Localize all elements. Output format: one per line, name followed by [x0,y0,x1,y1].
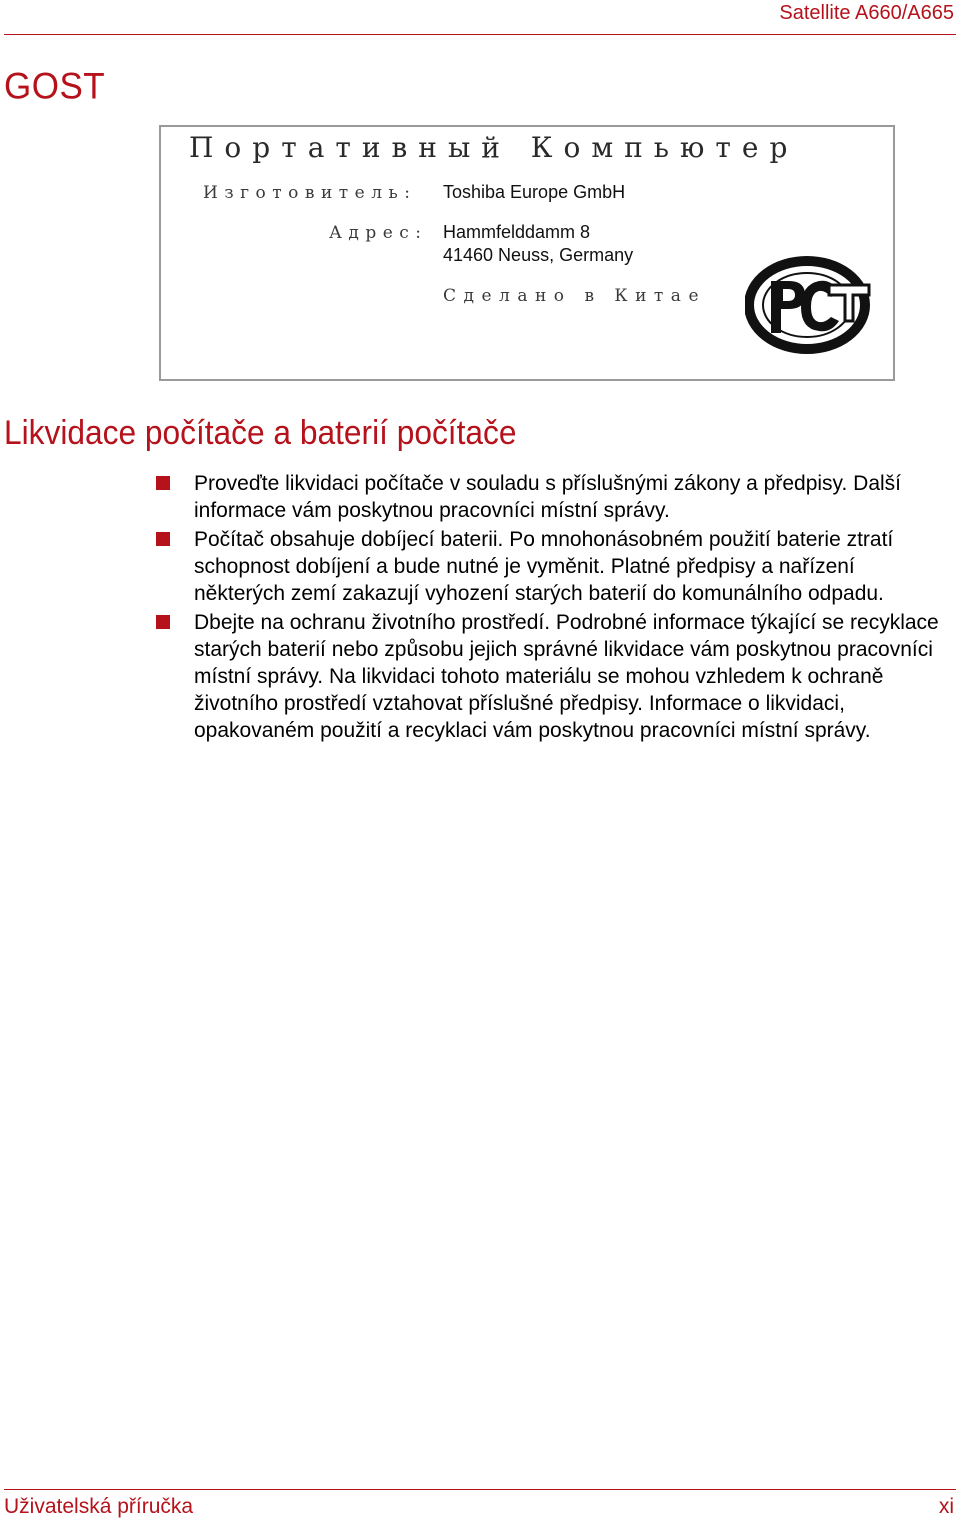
disposal-bullet-list [155,470,945,746]
footer-rule [4,1489,956,1490]
gost-heading: GOST [4,66,106,107]
bullet-square-icon [156,532,170,546]
gost-label-image [159,125,895,381]
label-address-line1: Hammfelddamm 8 [443,222,591,242]
footer-manual-title: Uživatelská příručka [4,1495,194,1518]
list-item [155,526,945,607]
bullet-square-icon [156,615,170,629]
header-rule [4,34,956,35]
label-title: Портативный Компьютер [189,131,799,164]
bullet-square-icon [156,476,170,490]
bullet-text: Dbejte na ochranu životního prostředí. Podrobné informace týkající se recyklace starých baterií nebo způsobu jejich správné likvidace vám poskytnou pracovníci místní správy. Na likvidaci tohoto materiálu se mohou vzhledem k ochraně životního prostředí vztahovat příslušné předpisy. Informace o likvidaci, opakovaném použití a recyklaci vám poskytnou pracovníci místní správy. [194,611,939,742]
pct-certification-logo-icon [745,255,875,355]
label-address-key: Адрес: [329,223,428,243]
page-number: xi [938,1495,954,1518]
label-manufacturer-key: Изготовитель: [203,183,417,203]
disposal-section-heading: Likvidace počítače a baterií počítače [4,413,517,452]
list-item [155,609,945,744]
bullet-text: Proveďte likvidaci počítače v souladu s příslušnými zákony a předpisy. Další informace vám poskytnou pracovníci místní správy. [194,472,901,522]
label-address-line2: 41460 Neuss, Germany [443,245,634,265]
bullet-text: Počítač obsahuje dobíjecí baterii. Po mnohonásobném použití baterie ztratí schopnost dobíjení a bude nutné je vyměnit. Platné předpisy a nařízení některých zemí zakazují vyhození starých baterií do komunálního odpadu. [194,528,894,605]
running-header-title: Satellite A660/A665 [779,2,954,24]
list-item [155,470,945,524]
label-made-in: Сделано в Китае [443,286,707,306]
label-manufacturer-value: Toshiba Europe GmbH [443,182,626,202]
